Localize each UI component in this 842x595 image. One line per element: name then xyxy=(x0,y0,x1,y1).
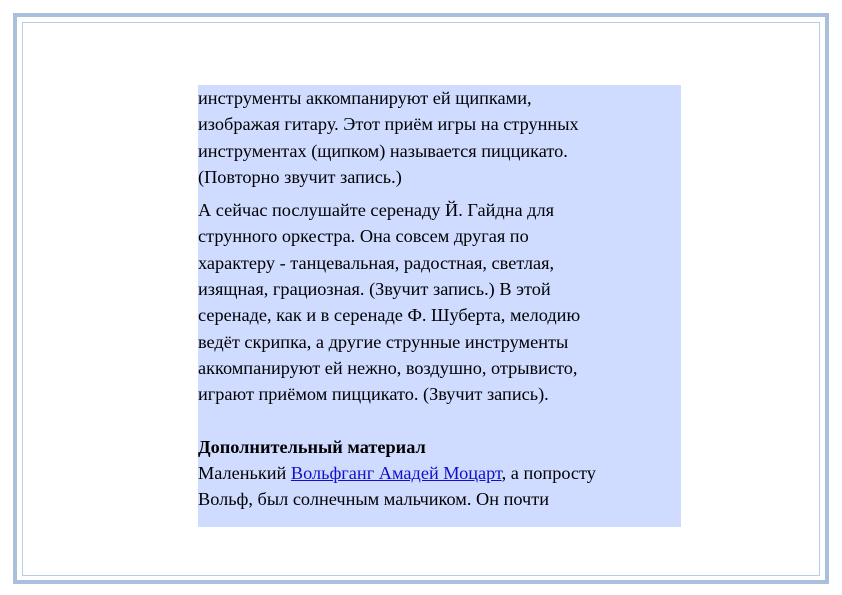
text-line: инструменты аккомпанируют ей щипками, xyxy=(198,88,532,108)
mozart-link[interactable]: Вольфганг Амадей Моцарт xyxy=(290,462,502,483)
section-additional-material xyxy=(198,434,681,513)
text-line: Вольф, был солнечным мальчиком. Он почти xyxy=(198,489,549,510)
text-fragment: Маленький xyxy=(198,462,291,483)
text-line: струнного оркестра. Она совсем другая по xyxy=(198,226,529,247)
text-line: изображая гитару. Этот приём игры на струнных xyxy=(198,114,579,135)
text-line: инструментах (щипком) называется пиццикато. xyxy=(198,140,568,161)
text-fragment: , а попросту xyxy=(501,462,596,483)
text-line: ведёт скрипка, а другие струнные инструменты xyxy=(198,331,569,352)
section-heading: Дополнительный материал xyxy=(198,436,426,457)
text-line: аккомпанируют ей нежно, воздушно, отрывисто, xyxy=(198,357,578,378)
text-line-with-link xyxy=(198,460,681,486)
blank-line xyxy=(198,408,681,434)
paragraph-haydn-serenade xyxy=(198,197,681,407)
paragraph-pizzicato xyxy=(198,85,681,190)
text-line: серенаде, как и в серенаде Ф. Шуберта, мелодию xyxy=(198,305,581,326)
text-line: А сейчас послушайте серенаду Й. Гайдна для xyxy=(198,200,554,221)
text-line: изящная, грациозная. (Звучит запись.) В этой xyxy=(198,279,551,300)
text-line: характеру - танцевальная, радостная, светлая, xyxy=(198,252,555,273)
text-line: (Повторно звучит запись.) xyxy=(198,166,402,187)
text-line: играют приёмом пиццикато. (Звучит запись). xyxy=(198,384,549,405)
text-box xyxy=(198,85,681,527)
